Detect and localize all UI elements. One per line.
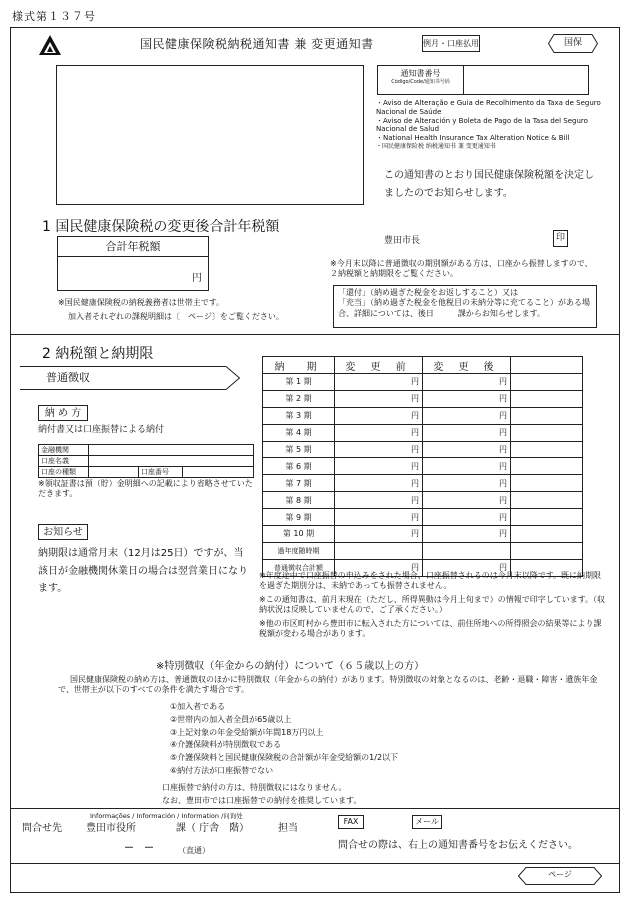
table-row: 第 5 期 円 円 (263, 441, 583, 458)
schedule-note-2: ※この通知書は、前月末現在（ただし、所得異動は今月上旬まで）の情報で印字しています。（収納状況は反映していませんので、ご了承ください。） (259, 594, 606, 615)
notice-number-sublabel: Código/Code/通知书号码 (391, 79, 450, 86)
special-collection-intro: 国民健康保険税の納め方は、普通徴収のほかに特別徴収（年金からの納付）があります。特別徴収の対象となるのは、老齢・退職・障害・遺族年金で、世帯主が以下のすべての条件を満たす場合です。 (58, 675, 598, 695)
section2-heading: 2 納税額と納期限 (42, 346, 154, 362)
mayor-seal: 印 (553, 230, 568, 247)
bank-type-label: 口座の種類 (39, 467, 89, 478)
page-tag: ページ (548, 870, 572, 879)
special-outro (162, 782, 361, 808)
schedule-header-before: 変 更 前 (335, 357, 423, 374)
translation-en: ・National Health Insurance Tax Alteration Notice & Bill (376, 134, 570, 142)
translation-es: ・Aviso de Alteración y Boleta de Pago de la Tasa del Seguro Nacional de Salud (376, 116, 588, 134)
schedule-header-after: 変 更 後 (423, 357, 511, 374)
table-row: 第 9 期 円 円 (263, 509, 583, 526)
table-row: 過年度随時期 (263, 542, 583, 559)
schedule-header-period: 納 期 (263, 357, 335, 374)
contact-office: 豊田市役所 (86, 823, 136, 834)
special-outro-1: 口座振替で納付の方は、特別徴収にはなりません。 (162, 783, 347, 792)
total-tax-label: 合計年税額 (58, 237, 208, 257)
total-tax-box (57, 236, 209, 291)
tax-detail-note: 加入者それぞれの課税明細は〔 ページ〕をご覧ください。 (68, 312, 284, 321)
address-window (56, 65, 364, 205)
bank-institution-label: 金融機関 (39, 445, 89, 456)
schedule-note-3: ※他の市区町村から豊田市に転入された方については、前住所地への所得照会の結果等により課税額が変わる場合があります。 (259, 618, 602, 638)
list-item: ④介護保険料が特別徴収である (170, 740, 282, 750)
total-tax-yen: 円 (192, 273, 202, 284)
list-item: ⑤介護保険料と国民健康保険税の合計額が年金受給額の1/2以下 (170, 753, 399, 763)
special-outro-2: なお、豊田市では口座振替での納付を推奨しています。 (162, 795, 362, 805)
bank-number-label: 口座番号 (139, 467, 183, 478)
insurance-tag: 国保 (563, 38, 582, 48)
special-collection-heading: ※特別徴収（年金からの納付）について（６５歳以上の方） (156, 661, 425, 672)
contact-person: 担当 (278, 823, 298, 834)
bank-info-table (38, 444, 254, 478)
taxpayer-note: ※国民健康保険税の納税義務者は世帯主です。 (58, 298, 225, 307)
refund-line: 「還付」（納め過ぎた税金をお返しすること）又は (338, 288, 518, 297)
notice-number-label: 通知書番号 (400, 69, 441, 78)
schedule-notes (259, 571, 609, 639)
translation-pt: ・Aviso de Alteração e Guia de Recolhimento da Taxa de Seguro Nacional de Saúde (376, 99, 601, 116)
refund-notice-box (333, 285, 597, 328)
list-item: ③上記対象の年金受給額が年間18万円以上 (170, 727, 324, 737)
toyota-city-logo-icon (38, 34, 62, 56)
page-title: 国民健康保険税納税通知書 兼 変更通知書 (140, 37, 374, 51)
notice-number-box (377, 65, 589, 95)
section1-heading: 1 国民健康保険税の変更後合計年税額 (42, 219, 280, 235)
list-item: ⑥納付方法が口座振替でない (170, 765, 274, 775)
table-row: 第 6 期 円 円 (263, 458, 583, 475)
intro-text: この通知書のとおり国民健康保険税額を決定しましたのでお知らせします。 (384, 170, 594, 199)
list-item: ①加入者である (170, 702, 226, 711)
table-row: 第 4 期 円 円 (263, 424, 583, 441)
list-item: ②世帯内の加入者全員が65歳以上 (170, 714, 292, 724)
bank-holder-label: 口座名義 (39, 456, 89, 467)
fax-label: FAX (338, 815, 364, 829)
payment-type-tag: 例月・口座払用 (422, 35, 480, 52)
receipt-note: ※領収証書は預（貯）金明細への記載により省略させていただきます。 (38, 479, 253, 499)
table-row: 第 1 期 円 円 (263, 374, 583, 391)
form-number: 様式第１３７号 (12, 10, 96, 23)
contact-instruction: 問合せの際は、右上の通知書番号をお伝えください。 (338, 840, 578, 851)
translated-titles (376, 99, 602, 150)
special-conditions-list (170, 701, 398, 778)
table-row: 普通徴収合計額 円 円 (263, 559, 583, 576)
mayor-label: 豊田市長 (384, 236, 421, 246)
table-row: 第 10 期 円 円 (263, 526, 583, 543)
mail-label: メール (412, 815, 442, 829)
transfer-notice: ※今月末以降に普通徴収の期別額がある方は、口座から振替しますので、２納税額と納期限をご覧ください。 (330, 259, 593, 279)
contact-direct: （直通） (178, 846, 210, 855)
table-row: 第 2 期 円 円 (263, 390, 583, 407)
contact-phone: － － (124, 843, 154, 854)
schedule-table (262, 356, 583, 577)
table-row: 第 3 期 円 円 (263, 407, 583, 424)
table-row: 第 8 期 円 円 (263, 492, 583, 509)
info-label: お知らせ (38, 524, 88, 540)
payment-method-text: 納付書又は口座振替による納付 (38, 425, 165, 435)
translation-zh: ・国民健康保险税 纳税通知书 兼 变更通知书 (376, 142, 496, 150)
schedule-note-1: ※年度途中で口座振替の申込みをされた場合、口座振替されるのは今月末以降です。既に納期限を過ぎた期別分は、未納であっても振替されません。 (259, 571, 602, 591)
info-text: 納期限は通常月末（12月は25日）ですが、当該日が金融機関休業日の場合は翌営業日になります。 (38, 548, 248, 594)
ordinary-collection-label: 普通徴収 (46, 371, 90, 384)
contact-multilang: Informações / Información / Information /问询处 (90, 812, 243, 820)
payment-method-label: 納 め 方 (38, 405, 88, 421)
appropriation-line: 「充当」（納め過ぎた税金を他税目の未納分等に充てること）がある場合、詳細については、後日 課からお知らせします。 (338, 298, 590, 318)
table-row: 第 7 期 円 円 (263, 475, 583, 492)
contact-dept: 課（ 庁舎 階） (176, 823, 250, 834)
contact-label: 問合せ先 (22, 823, 62, 834)
